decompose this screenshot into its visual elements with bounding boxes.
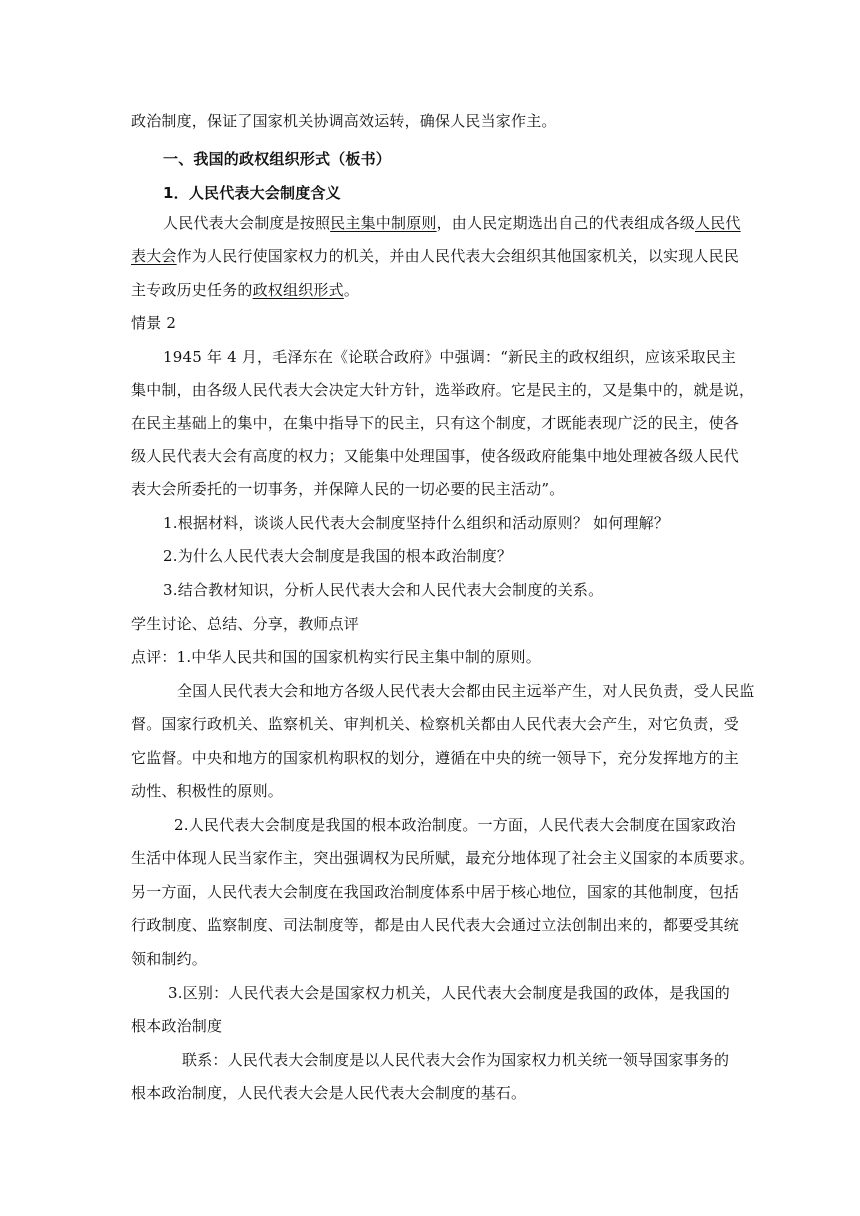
text-line: 根本政治制度，人民代表大会是人民代表大会制度的基石。: [131, 1084, 527, 1102]
text-line: 领和制约。: [131, 950, 208, 968]
quote-line: 级人民代表大会有高度的权力；又能集中处理国事，使各级政府能集中地处理被各级人民代: [131, 447, 740, 465]
comment-heading: 点评：1.中华人民共和国的国家机构实行民主集中制的原则。: [131, 648, 541, 666]
question-2: 2.为什么人民代表大会制度是我国的根本政治制度？: [163, 547, 513, 565]
text-line: 督。国家行政机关、监察机关、审判机关、检察机关都由人民代表大会产生，对它负责，受: [131, 715, 740, 733]
text-line: 根本政治制度: [131, 1017, 223, 1035]
text-line: [131, 280, 359, 300]
text-segment: 主专政历史任务的: [131, 281, 253, 299]
underlined-term: 政权组织形式: [252, 281, 344, 299]
subsection-heading: 1．人民代表大会制度含义: [163, 184, 341, 202]
text-line: 生活中体现人民当家作主，突出强调权为民所赋，最充分地体现了社会主义国家的本质要求。: [131, 849, 755, 867]
underlined-term: 民主集中制原则: [330, 214, 437, 232]
text-line: 联系：人民代表大会制度是以人民代表大会作为国家权力机关统一领导国家事务的: [182, 1051, 730, 1069]
text-line: 2.人民代表大会制度是我国的根本政治制度。一方面，人民代表大会制度在国家政治: [174, 816, 736, 834]
question-3: 3.结合教材知识，分析人民代表大会和人民代表大会制度的关系。: [163, 581, 604, 599]
text-segment: ，由人民定期选出自己的代表组成各级: [436, 214, 696, 232]
text-segment: 。: [343, 281, 360, 299]
question-1: 1.根据材料，谈谈人民代表大会制度坚持什么组织和活动原则？ 如何理解？: [163, 514, 670, 532]
text-line: [131, 246, 739, 266]
quote-line: 表大会所委托的一切事务，并保障人民的一切必要的民主活动”。: [131, 480, 565, 498]
text-line: [163, 213, 741, 233]
text-segment: 作为人民行使国家权力的机关，并由人民代表大会组织其他国家机关，以实现人民民: [176, 247, 740, 265]
text-line: 3.区别：人民代表大会是国家权力机关，人民代表大会制度是我国的政体，是我国的: [168, 984, 730, 1002]
underlined-term: 表大会: [131, 247, 177, 265]
text-line: 全国人民代表大会和地方各级人民代表大会都由民主远举产生，对人民负责，受人民监: [177, 682, 755, 700]
quote-line: 1945 年 4 月，毛泽东在《论联合政府》中强调：“新民主的政权组织，应该采取民主: [163, 348, 737, 366]
text-line: 动性、积极性的原则。: [131, 782, 284, 800]
section-heading: 一、我国的政权组织形式（板书）: [163, 150, 392, 168]
scenario-label: 情景 2: [131, 314, 177, 332]
text-line: 行政制度、监察制度、司法制度等，都是由人民代表大会通过立法创制出来的，都要受其统: [131, 916, 740, 934]
text-line: 学生讨论、总结、分享，教师点评: [131, 615, 360, 633]
quote-line: 在民主基础上的集中，在集中指导下的民主，只有这个制度，才既能表现广泛的民主，使各: [131, 414, 740, 432]
text-line: 政治制度，保证了国家机关协调高效运转，确保人民当家作主。: [131, 112, 557, 130]
text-line: 另一方面，人民代表大会制度在我国政治制度体系中居于核心地位，国家的其他制度，包括: [131, 883, 740, 901]
text-segment: 人民代表大会制度是按照: [163, 214, 331, 232]
text-line: 它监督。中央和地方的国家机构职权的划分，遵循在中央的统一领导下，充分发挥地方的主: [131, 749, 740, 767]
quote-line: 集中制，由各级人民代表大会决定大针方针，选举政府。它是民主的，又是集中的，就是说，: [131, 381, 755, 399]
underlined-term: 人民代: [695, 214, 741, 232]
